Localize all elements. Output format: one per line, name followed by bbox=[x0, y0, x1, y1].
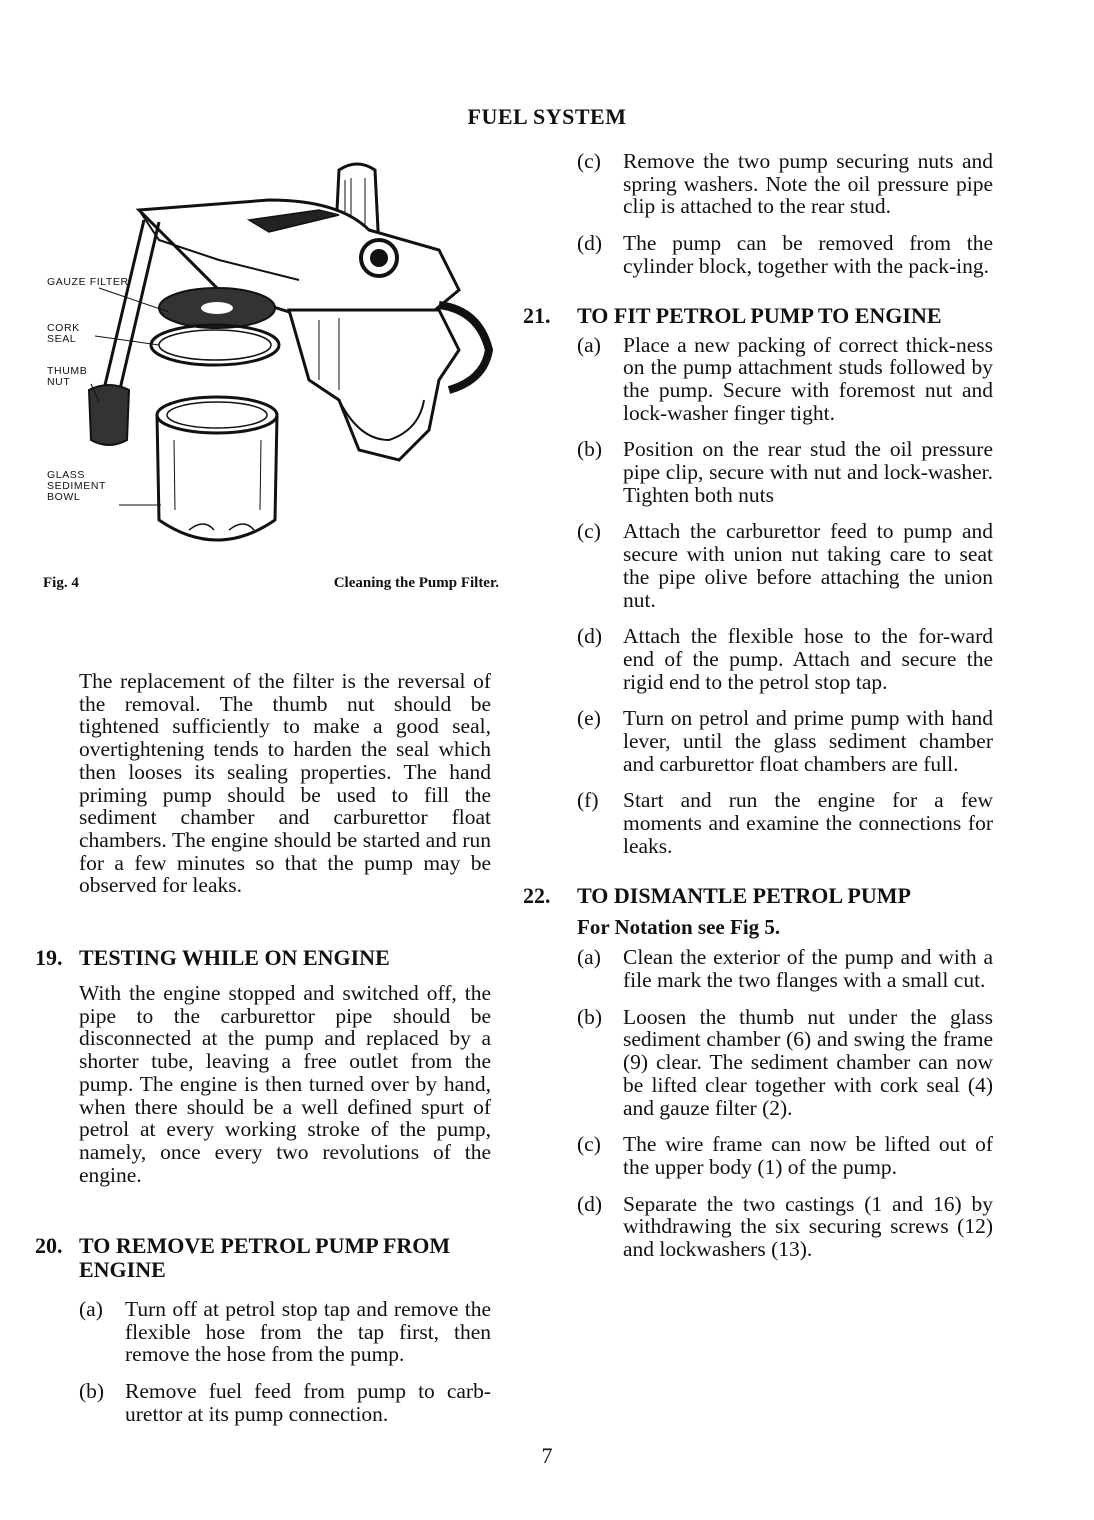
section-title: TO DISMANTLE PETROL PUMP bbox=[577, 882, 911, 908]
callout-glass-sediment-bowl: GLASS SEDIMENT BOWL bbox=[47, 469, 106, 503]
page-number: 7 bbox=[541, 1443, 553, 1468]
list-item bbox=[577, 1193, 993, 1261]
item-text: The pump can be removed from the cylinder block, together with the pack-ing. bbox=[623, 231, 993, 278]
figure-number: Fig. 4 bbox=[43, 575, 79, 591]
list-item bbox=[79, 1298, 491, 1366]
section-21-items bbox=[523, 334, 993, 858]
list-item bbox=[577, 625, 993, 693]
item-label: (c) bbox=[577, 519, 601, 544]
testing-paragraph: With the engine stopped and switched off, the pipe to the carburettor pipe should be disconnected at the pump and replaced by a shorter tube, leaving a free outlet from the pump. The engine is then turned over by hand, when there should be a well defined spurt of petrol at every working stroke of the pump, namely, once every two revolutions of the engine. bbox=[79, 981, 491, 1187]
item-label: (a) bbox=[577, 945, 601, 970]
section-21-heading bbox=[523, 304, 993, 328]
item-text: Position on the rear stud the oil pressure pipe clip, secure with nut and lock-washer. Tighten both nuts bbox=[623, 437, 993, 507]
section-title-line-1: TO REMOVE PETROL PUMP FROM bbox=[79, 1233, 451, 1258]
list-item bbox=[577, 520, 993, 611]
left-column bbox=[35, 140, 499, 1426]
fuel-pump-figure bbox=[39, 140, 499, 560]
list-item bbox=[577, 707, 993, 775]
section-title: TO FIT PETROL PUMP TO ENGINE bbox=[577, 302, 942, 328]
section-22-heading bbox=[523, 884, 993, 908]
item-label: (d) bbox=[577, 231, 603, 256]
list-item bbox=[577, 1006, 993, 1120]
item-text: Turn off at petrol stop tap and remove the flexible hose from the tap first, then remove the hose from the pump. bbox=[125, 1297, 491, 1367]
list-item bbox=[577, 789, 993, 857]
item-text: Loosen the thumb nut under the glass sediment chamber (6) and swing the frame (9) clear. The sediment chamber can now be lifted clear together with cork seal (4) and gauze filter (2). bbox=[623, 1004, 993, 1120]
section-number: 21. bbox=[523, 302, 551, 328]
item-label: (c) bbox=[577, 1132, 601, 1157]
item-label: (f) bbox=[577, 788, 599, 813]
item-text: Attach the carburettor feed to pump and secure with union nut taking care to seat the pipe olive before attaching the union nut. bbox=[623, 519, 993, 612]
section-title: TESTING WHILE ON ENGINE bbox=[79, 945, 390, 970]
page-title: FUEL SYSTEM bbox=[467, 104, 627, 129]
section-title-line-2: ENGINE bbox=[79, 1257, 166, 1282]
section-20-items bbox=[79, 1298, 491, 1440]
list-item bbox=[577, 1133, 993, 1178]
item-label: (a) bbox=[577, 332, 601, 357]
callout-gauze-filter: GAUZE FILTER bbox=[47, 276, 129, 288]
list-item bbox=[577, 334, 993, 425]
list-item bbox=[577, 232, 993, 277]
replacement-paragraph: The replacement of the filter is the reversal of the removal. The thumb nut should be tightened sufficiently to make a good seal, overtightening tends to harden the seal which then looses its sealing properties. The hand priming pump should be used to fill the sediment chamber and carburettor float chambers. The engine should be started and run for a few minutes so that the pump may be observed for leaks. bbox=[79, 669, 491, 898]
section-20-continued bbox=[523, 150, 993, 278]
list-item bbox=[577, 946, 993, 991]
item-label: (b) bbox=[79, 1379, 105, 1404]
section-number: 19. bbox=[35, 945, 63, 970]
section-number: 20. bbox=[35, 1233, 63, 1258]
item-label: (c) bbox=[577, 149, 601, 173]
item-label: (d) bbox=[577, 624, 603, 649]
item-text: Start and run the engine for a few moments and examine the connections for leaks. bbox=[623, 788, 993, 858]
item-text: The wire frame can now be lifted out of the upper body (1) of the pump. bbox=[623, 1132, 993, 1179]
list-item bbox=[577, 438, 993, 506]
item-text: Separate the two castings (1 and 16) by withdrawing the six securing screws (12) and lockwashers (13). bbox=[623, 1191, 993, 1262]
item-label: (a) bbox=[79, 1297, 103, 1321]
callout-cork-seal: CORK SEAL bbox=[47, 322, 80, 345]
item-label: (b) bbox=[577, 437, 603, 462]
notation-reference: For Notation see Fig 5. bbox=[577, 914, 781, 939]
list-item bbox=[577, 150, 993, 218]
figure-title: Cleaning the Pump Filter. bbox=[333, 575, 499, 591]
section-number: 22. bbox=[523, 882, 551, 908]
list-item bbox=[79, 1380, 491, 1425]
section-22-body bbox=[523, 916, 993, 1261]
item-text: Clean the exterior of the pump and with a file mark the two flanges with a small cut. bbox=[623, 945, 993, 992]
callout-thumb-nut: THUMB NUT bbox=[47, 365, 88, 388]
item-text: Remove the two pump securing nuts and spring washers. Note the oil pressure pipe clip is attached to the rear stud. bbox=[623, 149, 993, 219]
item-label: (d) bbox=[577, 1191, 603, 1216]
item-label: (b) bbox=[577, 1004, 603, 1029]
item-label: (e) bbox=[577, 706, 601, 731]
right-column bbox=[523, 150, 993, 1275]
item-text: Turn on petrol and prime pump with hand lever, until the glass sediment chamber and carburettor float chambers are full. bbox=[623, 706, 993, 776]
item-text: Place a new packing of correct thick-ness on the pump attachment studs followed by the pump. Secure with foremost nut and lock-washer finger tight. bbox=[623, 332, 993, 425]
item-text: Attach the flexible hose to the for-ward end of the pump. Attach and secure the rigid end to the petrol stop tap. bbox=[623, 624, 993, 694]
item-text: Remove fuel feed from pump to carb-urettor at its pump connection. bbox=[125, 1379, 491, 1426]
